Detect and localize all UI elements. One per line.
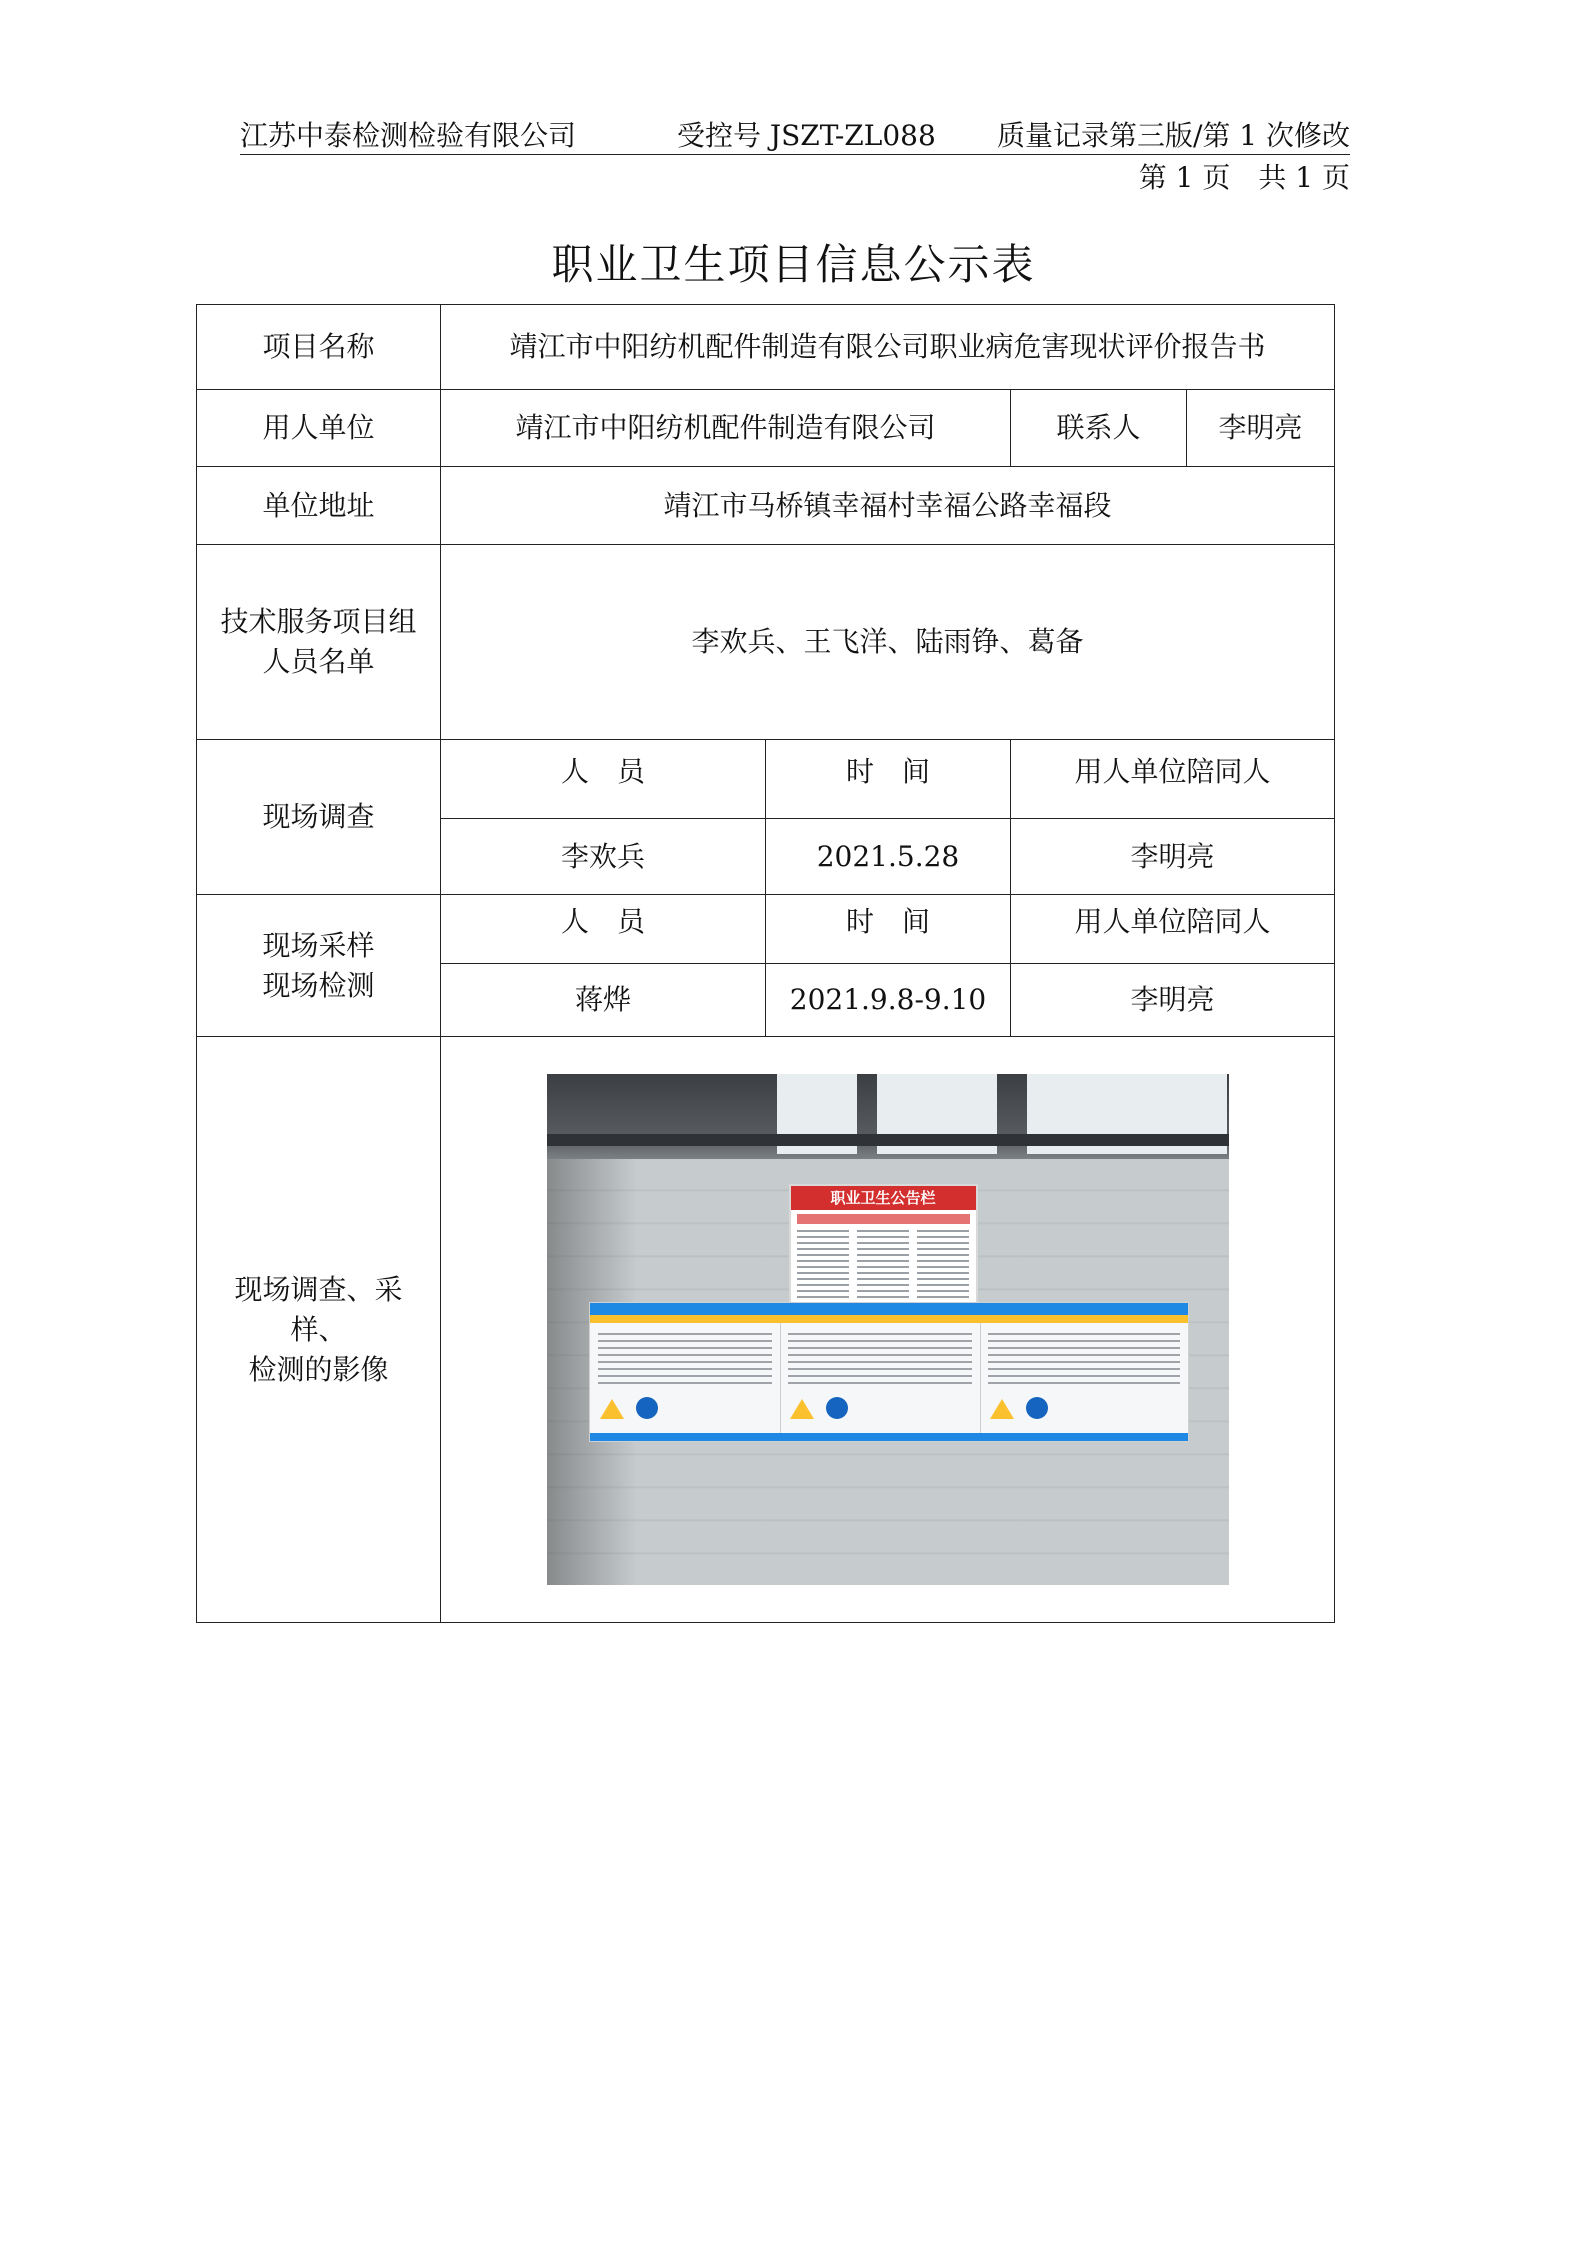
header-control-number: 受控号 JSZT-ZL088 <box>677 119 936 152</box>
team-label-line1: 技术服务项目组 <box>220 605 417 638</box>
row-employer <box>197 390 1335 467</box>
employer-value: 靖江市中阳纺机配件制造有限公司 <box>441 390 1011 467</box>
employer-label: 用人单位 <box>197 390 441 467</box>
row-address <box>197 467 1335 545</box>
team-label-line2: 人员名单 <box>262 645 375 678</box>
hazard-notice-panel <box>780 1303 981 1441</box>
header-divider <box>240 154 1350 155</box>
panel-text-lines <box>988 1333 1180 1389</box>
protection-circle-icon <box>1026 1397 1048 1419</box>
row-project-name <box>197 305 1335 390</box>
images-label-line2: 检测的影像 <box>248 1352 389 1386</box>
panel-header-band <box>980 1303 1188 1315</box>
contact-label: 联系人 <box>1011 390 1187 467</box>
document-header <box>240 110 1350 156</box>
site-sampling-col-escort: 用人单位陪同人 <box>1011 895 1335 964</box>
header-company: 江苏中泰检测检验有限公司 <box>240 119 577 152</box>
site-sampling-col-person: 人 员 <box>441 895 766 964</box>
team-value: 李欢兵、王飞洋、陆雨铮、葛备 <box>441 545 1335 740</box>
images-label <box>197 1037 441 1623</box>
warning-triangle-icon <box>990 1399 1014 1419</box>
site-sampling-col-time: 时 间 <box>766 895 1011 964</box>
warning-triangle-icon <box>790 1399 814 1419</box>
protection-circle-icon <box>826 1397 848 1419</box>
site-photo <box>547 1074 1229 1585</box>
hazard-notice-panel <box>590 1303 781 1441</box>
photo-beam <box>547 1134 1229 1146</box>
panel-yellow-band <box>780 1315 980 1323</box>
site-sampling-label-line1: 现场采样 <box>262 928 375 962</box>
hazard-notice-panel <box>980 1303 1188 1441</box>
contact-value: 李明亮 <box>1187 390 1335 467</box>
project-info-table <box>196 304 1335 1623</box>
panel-footer-band <box>780 1433 980 1441</box>
site-survey-time: 2021.5.28 <box>766 819 1011 895</box>
address-value: 靖江市马桥镇幸福村幸福公路幸福段 <box>441 467 1335 545</box>
site-survey-col-time: 时 间 <box>766 740 1011 819</box>
images-cell <box>441 1037 1335 1623</box>
panel-footer-band <box>980 1433 1188 1441</box>
site-sampling-person: 蒋烨 <box>441 964 766 1037</box>
site-sampling-label <box>197 895 441 1037</box>
panel-header-band <box>780 1303 980 1315</box>
row-images <box>197 1037 1335 1623</box>
team-label <box>197 545 441 740</box>
address-label: 单位地址 <box>197 467 441 545</box>
row-site-survey-header <box>197 740 1335 819</box>
header-page-info: 第 1 页 共 1 页 <box>1138 161 1350 194</box>
site-survey-person: 李欢兵 <box>441 819 766 895</box>
page-title: 职业卫生项目信息公示表 <box>551 240 1036 289</box>
images-label-line1: 现场调查、采样、 <box>234 1272 403 1346</box>
site-survey-escort: 李明亮 <box>1011 819 1335 895</box>
site-sampling-time: 2021.9.8-9.10 <box>766 964 1011 1037</box>
header-quality-record: 质量记录第三版/第 1 次修改 <box>996 119 1350 152</box>
panel-footer-band <box>590 1433 780 1441</box>
site-survey-col-escort: 用人单位陪同人 <box>1011 740 1335 819</box>
hazard-notice-boards <box>589 1302 1189 1442</box>
row-site-sampling-header <box>197 895 1335 964</box>
panel-yellow-band <box>980 1315 1188 1323</box>
site-sampling-label-line2: 现场检测 <box>262 968 375 1002</box>
panel-header-band <box>590 1303 780 1315</box>
bulletin-board-banner <box>797 1214 970 1224</box>
protection-circle-icon <box>636 1397 658 1419</box>
project-name-label: 项目名称 <box>197 305 441 390</box>
site-survey-col-person: 人 员 <box>441 740 766 819</box>
row-team <box>197 545 1335 740</box>
panel-text-lines <box>598 1333 772 1389</box>
project-name-value: 靖江市中阳纺机配件制造有限公司职业病危害现状评价报告书 <box>441 305 1335 390</box>
panel-text-lines <box>788 1333 972 1389</box>
panel-yellow-band <box>590 1315 780 1323</box>
warning-triangle-icon <box>600 1399 624 1419</box>
site-survey-label: 现场调查 <box>197 740 441 895</box>
site-sampling-escort: 李明亮 <box>1011 964 1335 1037</box>
bulletin-board-title: 职业卫生公告栏 <box>791 1186 976 1210</box>
